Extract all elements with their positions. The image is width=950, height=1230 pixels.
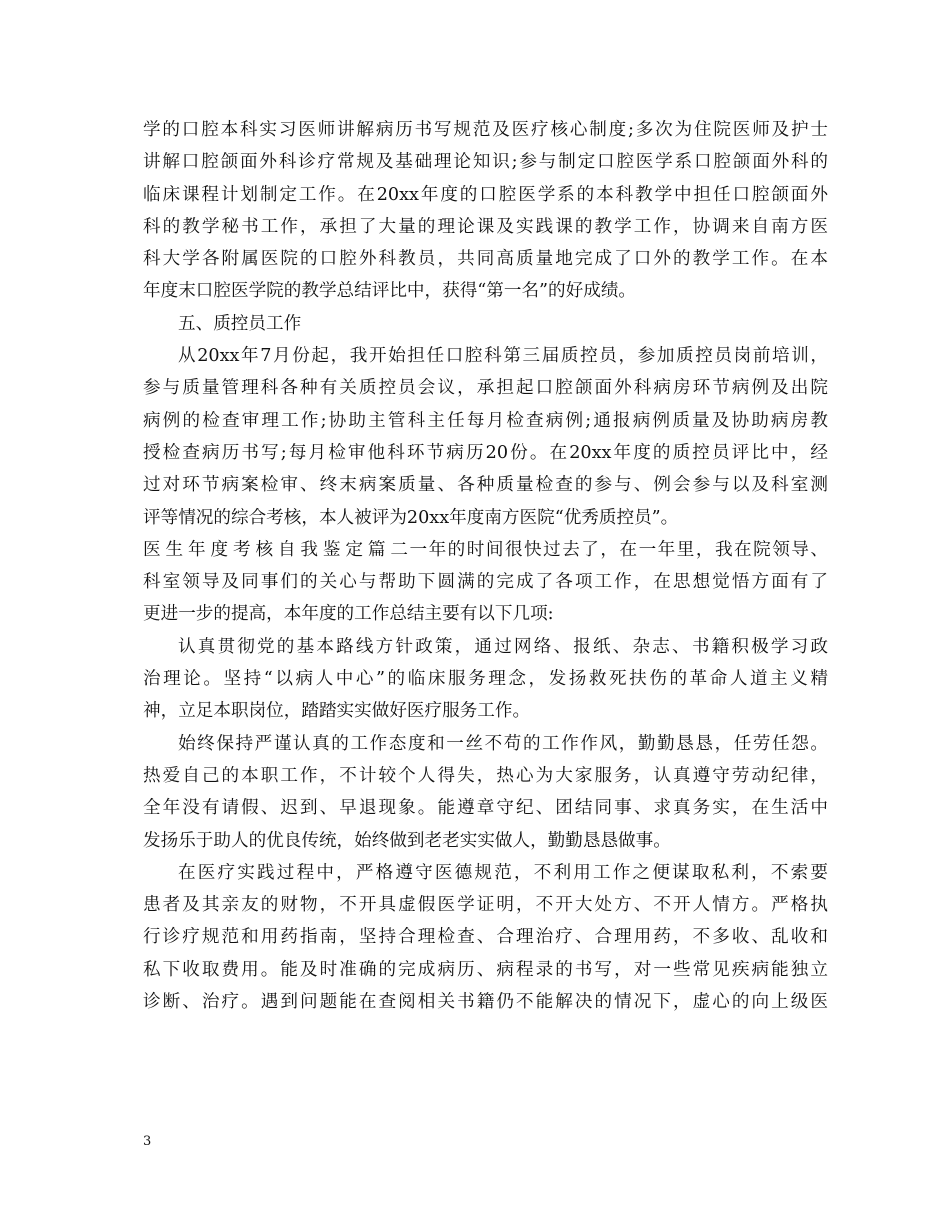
text-line: 从20xx年7月份起，我开始担任口腔科第三届质控员，参加质控员岗前培训，	[178, 346, 828, 367]
text-line: 授检查病历书写;每月检审他科环节病历20份。在20xx年度的质控员评比中，经	[143, 442, 828, 463]
text-line: 病例的检查审理工作;协助主管科主任每月检查病例;通报病例质量及协助病房教	[143, 410, 828, 431]
text-line: 认真贯彻党的基本路线方针政策，通过网络、报纸、杂志、书籍积极学习政	[178, 636, 828, 657]
text-line: 治理论。坚持“以病人中心”的临床服务理念，发扬救死扶伤的革命人道主义精	[143, 669, 828, 690]
text-line: 科室领导及同事们的关心与帮助下圆满的完成了各项工作，在思想觉悟方面有了	[143, 572, 828, 593]
text-line: 私下收取费用。能及时准确的完成病历、病程录的书写，对一些常见疾病能独立	[143, 959, 828, 980]
text-line: 在医疗实践过程中，严格遵守医德规范，不利用工作之便谋取私利，不索要	[178, 862, 828, 883]
text-line: 科的教学秘书工作，承担了大量的理论课及实践课的教学工作，协调来自南方医	[143, 216, 828, 237]
text-line: 患者及其亲友的财物，不开具虚假医学证明，不开大处方、不开人情方。严格执	[143, 895, 828, 916]
text-line: 神，立足本职岗位，踏踏实实做好医疗服务工作。	[143, 701, 531, 722]
text-line: 评等情况的综合考核，本人被评为20xx年度南方医院“优秀质控员”。	[143, 507, 679, 528]
text-line: 临床课程计划制定工作。在20xx年度的口腔医学系的本科教学中担任口腔颌面外	[143, 184, 828, 205]
text-line: 诊断、治疗。遇到问题能在查阅相关书籍仍不能解决的情况下，虚心的向上级医	[143, 992, 828, 1013]
article-title-line	[143, 534, 828, 566]
text-line: 过对环节病案检审、终末病案质量、各种质量检查的参与、例会参与以及科室测	[143, 475, 828, 496]
page-number: 3	[143, 1134, 152, 1149]
text-line: 全年没有请假、迟到、早退现象。能遵章守纪、团结同事、求真务实，在生活中	[143, 798, 828, 819]
text-line: 年度末口腔医学院的教学总结评比中，获得“第一名”的好成绩。	[143, 281, 637, 302]
text-line: 始终保持严谨认真的工作态度和一丝不苟的工作作风，勤勤恳恳，任劳任怨。	[178, 733, 828, 754]
text-line: 发扬乐于助人的优良传统，始终做到老老实实做人，勤勤恳恳做事。	[143, 830, 671, 851]
text-line: 科大学各附属医院的口腔外科教员，共同高质量地完成了口外的教学工作。在本	[143, 249, 828, 270]
section-heading: 五、质控员工作	[178, 313, 302, 334]
document-body	[143, 114, 828, 1018]
article-title: 医生年度考核自我鉴定篇二	[143, 539, 408, 560]
text-line: 讲解口腔颌面外科诊疗常规及基础理论知识;参与制定口腔医学系口腔颌面外科的	[143, 152, 828, 173]
text-line: 学的口腔本科实习医师讲解病历书写规范及医疗核心制度;多次为住院医师及护士	[143, 120, 828, 140]
text-line: 热爱自己的本职工作，不计较个人得失，热心为大家服务，认真遵守劳动纪律，	[143, 765, 828, 786]
text-line: 参与质量管理科各种有关质控员会议，承担起口腔颌面外科病房环节病例及出院	[143, 378, 828, 399]
text-line: 更进一步的提高，本年度的工作总结主要有以下几项:	[143, 604, 554, 625]
text-line: 行诊疗规范和用药指南，坚持合理检查、合理治疗、合理用药，不多收、乱收和	[143, 927, 828, 948]
text-run: 一年的时间很快过去了，在一年里，我在院领导、	[408, 539, 828, 560]
